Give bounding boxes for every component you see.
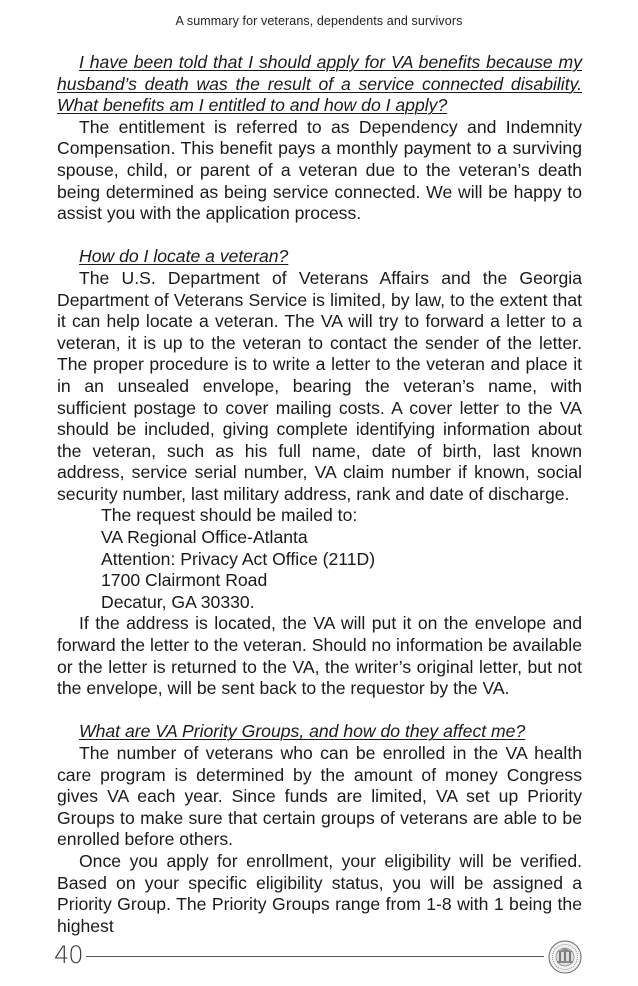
answer-locate-veteran-followup: If the address is located, the VA will put it on the envelope and forward the letter to the veteran. Should no information be available or the letter is returned to the VA, the writer’s original letter, but not the envelope, will be sent back to the requestor by the VA.: [57, 613, 582, 699]
address-line: VA Regional Office-Atlanta: [101, 527, 308, 548]
page-number: 40: [54, 941, 83, 969]
answer-locate-veteran: The U.S. Department of Veterans Affairs and the Georgia Department of Veterans Service is limited, by law, to the extent that it can help locate a veteran. The VA will try to forward a letter to a veteran, it is up to the veteran to contact the sender of the letter. The proper procedure is to write a letter to the veteran and place it in an unsealed envelope, bearing the veteran’s name, with sufficient postage to cover mailing costs. A cover letter to the VA should be included, giving complete identifying information about the veteran, such as his full name, date of birth, last known address, service serial number, VA claim number if known, social security number, last military address, rank and date of discharge.: [57, 267, 582, 504]
question-priority-groups: What are VA Priority Groups, and how do they affect me?: [79, 721, 526, 742]
question-dic: I have been told that I should apply for VA benefits because my husband’s death was the result of a service connected disability. What benefits am I entitled to and how do I apply?: [57, 52, 582, 116]
state-seal-icon: [548, 940, 582, 974]
question-locate-veteran: How do I locate a veteran?: [79, 246, 289, 267]
address-line: Attention: Privacy Act Office (211D): [101, 548, 376, 569]
footer-rule: [86, 956, 544, 957]
address-line: 1700 Clairmont Road: [101, 570, 268, 591]
answer-priority-groups-continued: Once you apply for enrollment, your eligibility will be verified. Based on your specific eligibility status, you will be assigned a Priority Group. The Priority Groups range from 1-8 with 1 being the highest: [57, 850, 582, 936]
address-line: The request should be mailed to:: [101, 505, 358, 526]
paragraph-gap: [57, 700, 582, 722]
paragraph-gap: [57, 225, 582, 247]
answer-dic: The entitlement is referred to as Dependency and Indemnity Compensation. This benefit pays a monthly payment to a surviving spouse, child, or parent of a veteran due to the veteran’s death being determined as being service connected. We will be happy to assist you with the application process.: [57, 116, 582, 224]
body-text: [57, 52, 582, 937]
running-head: A summary for veterans, dependents and survivors: [175, 14, 463, 28]
address-line: Decatur, GA 30330.: [101, 591, 255, 612]
answer-priority-groups: The number of veterans who can be enrolled in the VA health care program is determined by the amount of money Congress gives VA each year. Since funds are limited, VA set up Priority Groups to make sure that certain groups of veterans are able to be enrolled before others.: [57, 743, 582, 850]
